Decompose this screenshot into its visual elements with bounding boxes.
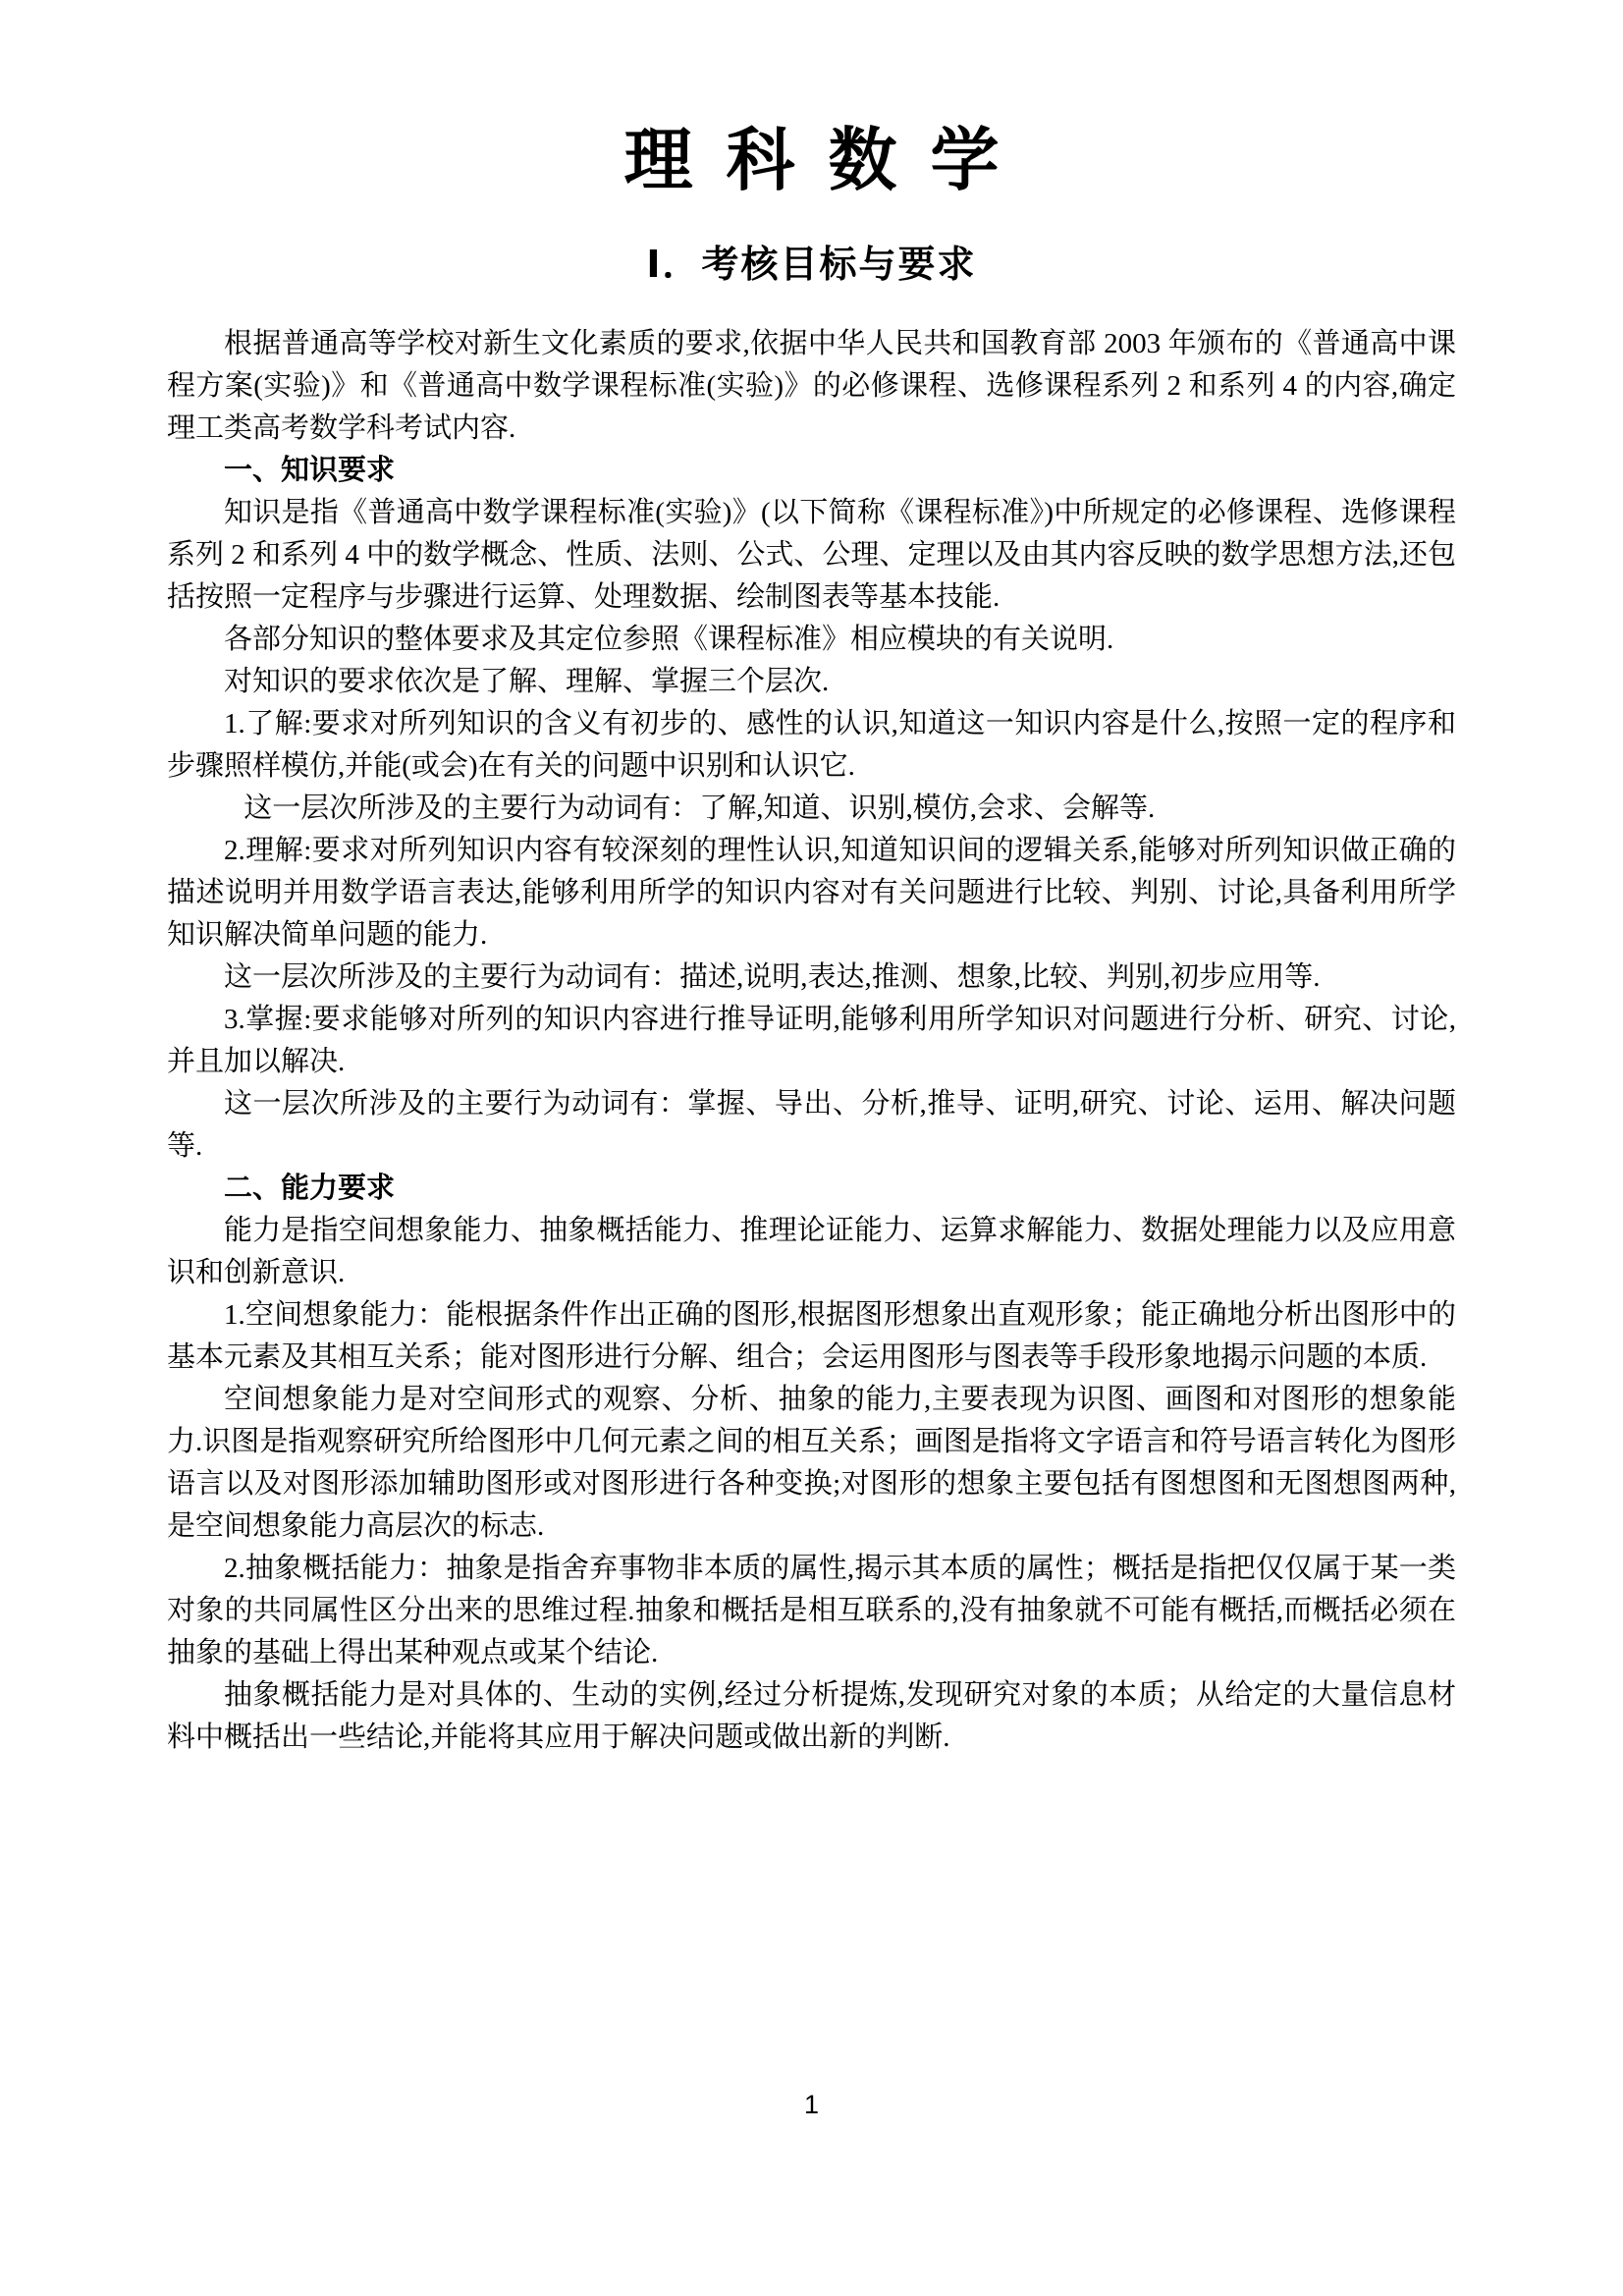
document-title: 理科数学: [623, 124, 1033, 199]
paragraph: 抽象概括能力是对具体的、生动的实例,经过分析提炼,发现研究对象的本质；从给定的大量信息材料中概括出一些结论,并能将其应用于解决问题或做出新的判断.: [167, 1679, 1456, 1754]
subheading: 二、能力要求: [224, 1173, 396, 1205]
document-body: [167, 323, 1456, 1759]
paragraph: 能力是指空间想象能力、抽象概括能力、推理论证能力、运算求解能力、数据处理能力以及应用意识和创新意识.: [167, 1215, 1456, 1289]
paragraph: 1.了解:要求对所列知识的含义有初步的、感性的认识,知道这一知识内容是什么,按照一定的程序和步骤照样模仿,并能(或会)在有关的问题中识别和认识它.: [167, 708, 1456, 783]
paragraph: 这一层次所涉及的主要行为动词有：掌握、导出、分析,推导、证明,研究、讨论、运用、解决问题等.: [167, 1088, 1456, 1163]
page-number: 1: [803, 2090, 820, 2119]
paragraph: 各部分知识的整体要求及其定位参照《课程标准》相应模块的有关说明.: [224, 624, 1114, 656]
paragraph: 对知识的要求依次是了解、理解、掌握三个层次.: [224, 666, 830, 698]
paragraph: 1.空间想象能力：能根据条件作出正确的图形,根据图形想象出直观形象；能正确地分析出图形中的基本元素及其相互关系；能对图形进行分解、组合；会运用图形与图表等手段形象地揭示问题的本质.: [167, 1299, 1456, 1374]
paragraph: 2.抽象概括能力：抽象是指舍弃事物非本质的属性,揭示其本质的属性；概括是指把仅仅属于某一类对象的共同属性区分出来的思维过程.抽象和概括是相互联系的,没有抽象就不可能有概括,而概括必须在抽象的基础上得出某种观点或某个结论.: [167, 1553, 1456, 1669]
paragraph: 空间想象能力是对空间形式的观察、分析、抽象的能力,主要表现为识图、画图和对图形的想象能力.识图是指观察研究所给图形中几何元素之间的相互关系；画图是指将文字语言和符号语言转化为图形语言以及对图形添加辅助图形或对图形进行各种变换;对图形的想象主要包括有图想图和无图想图两种,是空间想象能力高层次的标志.: [167, 1384, 1456, 1543]
paragraph: 这一层次所涉及的主要行为动词有：了解,知道、识别,模仿,会求、会解等.: [243, 793, 1156, 825]
section-heading: Ⅰ．考核目标与要求: [646, 244, 977, 286]
paragraph: 3.掌握:要求能够对所列的知识内容进行推导证明,能够利用所学知识对问题进行分析、研究、讨论,并且加以解决.: [167, 1004, 1456, 1078]
paragraph: 根据普通高等学校对新生文化素质的要求,依据中华人民共和国教育部 2003 年颁布的《普通高中课程方案(实验)》和《普通高中数学课程标准(实验)》的必修课程、选修课程系列 2 和系列 4 的内容,确定理工类高考数学科考试内容.: [167, 328, 1456, 445]
paragraph: 2.理解:要求对所列知识内容有较深刻的理性认识,知道知识间的逻辑关系,能够对所列知识做正确的描述说明并用数学语言表达,能够利用所学的知识内容对有关问题进行比较、判别、讨论,具备利用所学知识解决简单问题的能力.: [167, 835, 1456, 952]
paragraph: 这一层次所涉及的主要行为动词有：描述,说明,表达,推测、想象,比较、判别,初步应用等.: [224, 961, 1321, 994]
paragraph: 知识是指《普通高中数学课程标准(实验)》(以下简称《课程标准》)中所规定的必修课程、选修课程系列 2 和系列 4 中的数学概念、性质、法则、公式、公理、定理以及由其内容反映的数学思想方法,还包括按照一定程序与步骤进行运算、处理数据、绘制图表等基本技能.: [167, 497, 1456, 614]
subheading: 一、知识要求: [224, 455, 396, 487]
